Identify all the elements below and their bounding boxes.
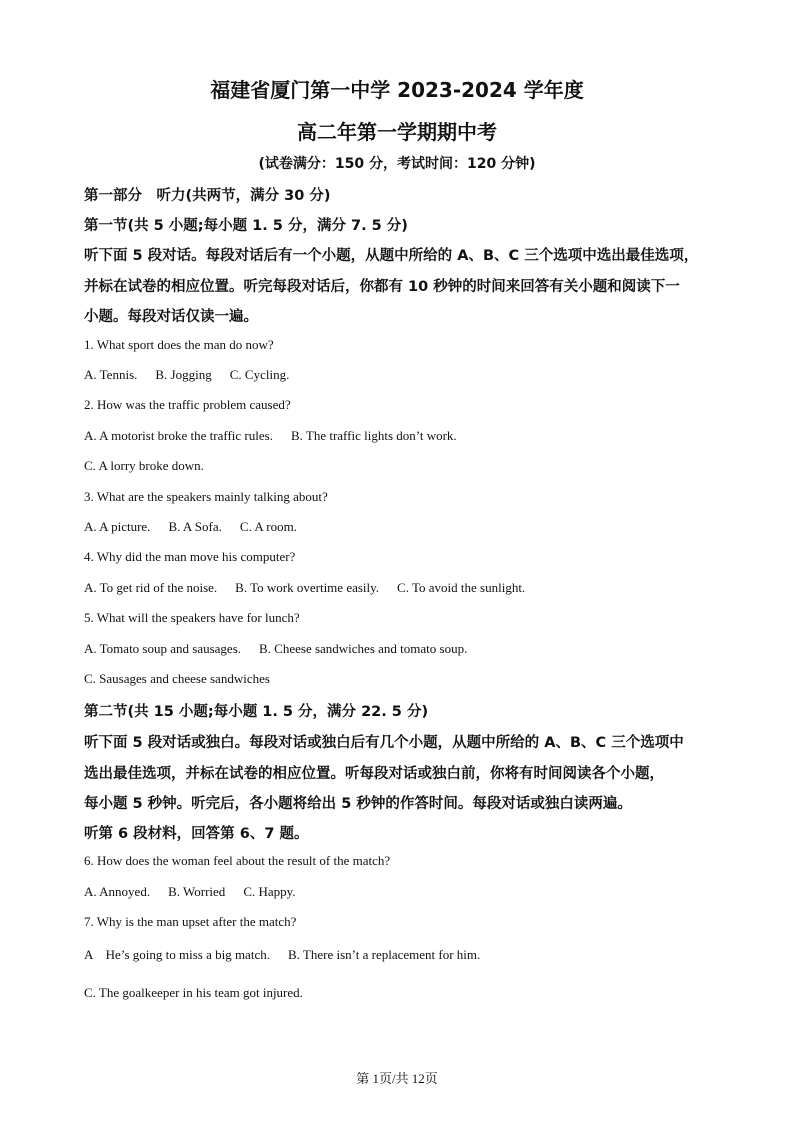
exam-info: (试卷满分：150 分，考试时间：120 分钟) [258,156,536,172]
option-c: C. Happy. [243,884,296,899]
option-a: A. Tomato soup and sausages. [84,641,241,656]
question-stem: 6. How does the woman feel about the result of the match? [84,853,391,868]
answer-options [84,519,315,535]
question-stem: 2. How was the traffic problem caused? [84,397,291,412]
option-a: A. A motorist broke the traffic rules. [84,428,273,443]
question-stem: 1. What sport does the man do now? [84,337,274,352]
section1-instruction-line: 听下面 5 段对话。每段对话后有一个小题，从题中所给的 A、B、C 三个选项中选出最佳选项， [84,248,699,264]
option-c: C. To avoid the sunlight. [397,580,526,595]
question-stem: 5. What will the speakers have for lunch? [84,610,300,625]
answer-options [84,884,314,900]
option-a: A. To get rid of the noise. [84,580,218,595]
option-b: B. There isn’t a replacement for him. [287,947,481,962]
option-c: C. The goalkeeper in his team got injured. [84,985,303,1000]
section1-heading: 第一节(共 5 小题;每小题 1. 5 分，满分 7. 5 分) [84,218,408,234]
option-a: A He’s going to miss a big match. [84,947,270,962]
material-note: 听第 6 段材料，回答第 6、7 题。 [84,826,309,842]
section1-instruction-line: 小题。每段对话仅读一遍。 [84,309,258,325]
option-b: B. The traffic lights don’t work. [290,428,457,443]
option-b: B. Jogging [155,367,212,382]
answer-options [84,428,475,444]
option-c: C. A room. [239,519,297,534]
section2-instruction-line: 听下面 5 段对话或独白。每段对话或独白后有几个小题，从题中所给的 A、B、C 三个选项中 [84,735,684,751]
question-stem: 4. Why did the man move his computer? [84,549,296,564]
answer-options [84,944,498,963]
option-b: B. To work overtime easily. [235,580,380,595]
option-b: B. A Sofa. [168,519,222,534]
answer-options [84,641,485,657]
option-b: B. Worried [168,884,226,899]
option-c: C. Sausages and cheese sandwiches [84,671,270,686]
option-c: C. Cycling. [229,367,290,382]
question-stem: 3. What are the speakers mainly talking about? [84,489,328,504]
option-a: A. Annoyed. [84,884,151,899]
exam-title-line2: 高二年第一学期期中考 [297,120,497,144]
answer-options [84,580,543,596]
section1-instruction-line: 并标在试卷的相应位置。听完每段对话后，你都有 10 秒钟的时间来回答有关小题和阅读下一 [84,279,680,295]
option-c: C. A lorry broke down. [84,458,204,473]
question-stem: 7. Why is the man upset after the match? [84,914,297,929]
option-a: A. Tennis. [84,367,138,382]
option-b: B. Cheese sandwiches and tomato soup. [259,641,468,656]
page-number: 第 1页/共 12页 [356,1071,438,1086]
option-a: A. A picture. [84,519,151,534]
part1-heading: 第一部分 听力(共两节，满分 30 分) [84,188,331,204]
section2-heading: 第二节(共 15 小题;每小题 1. 5 分，满分 22. 5 分) [84,704,429,720]
answer-options [84,367,307,383]
exam-title-line1: 福建省厦门第一中学 2023-2024 学年度 [210,78,584,102]
section2-instruction-line: 选出最佳选项，并标在试卷的相应位置。听每段对话或独白前，你将有时间阅读各个小题， [84,766,664,782]
section2-instruction-line: 每小题 5 秒钟。听完后，各小题将给出 5 秒钟的作答时间。每段对话或独白读两遍。 [84,796,632,812]
